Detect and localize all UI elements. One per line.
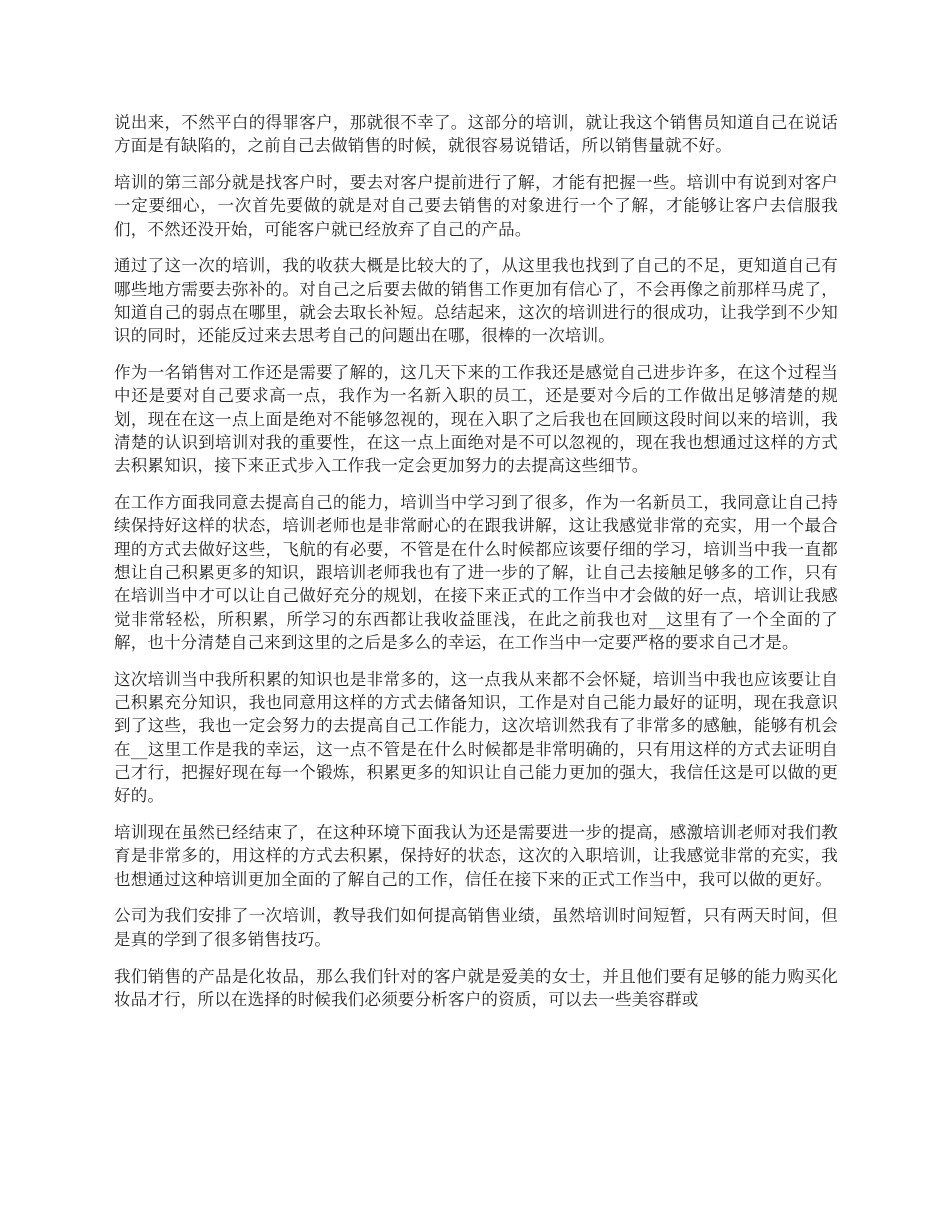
paragraph-1: 说出来，不然平白的得罪客户，那就很不幸了。这部分的培训，就让我这个销售员知道自己在说话方面是有缺陷的，之前自己去做销售的时候，就很容易说错话，所以销售量就不好。	[114, 113, 838, 156]
paragraph-5: 在工作方面我同意去提高自己的能力，培训当中学习到了很多，作为一名新员工，我同意让自己持续保持好这样的状态，培训老师也是非常耐心的在跟我讲解，这让我感觉非常的充实，用一个最合理的方式去做好这些，飞航的有必要，不管是在什么时候都应该要仔细的学习，培训当中我一直都想让自己积累更多的知识，跟培训老师我也有了进一步的了解，让自己去接触足够多的工作，只有在培训当中才可以让自己做好充分的规划，在接下来正式的工作当中才会做的好一点，培训让我感觉非常轻松，所积累，所学习的东西都让我收益匪浅，在此之前我也对__这里有了一个全面的了解，也十分清楚自己来到这里的之后是多么的幸运，在工作当中一定要严格的要求自己才是。	[114, 493, 838, 652]
paragraph-8: 公司为我们安排了一次培训，教导我们如何提高销售业绩，虽然培训时间短暂，只有两天时间，但是真的学到了很多销售技巧。	[114, 906, 838, 949]
paragraph-4: 作为一名销售对工作还是需要了解的，这几天下来的工作我还是感觉自己进步许多，在这个过程当中还是要对自己要求高一点，我作为一名新入职的员工，还是要对今后的工作做出足够清楚的规划，现在在这一点上面是绝对不能够忽视的，现在入职了之后我也在回顾这段时间以来的培训，我清楚的认识到培训对我的重要性，在这一点上面绝对是不可以忽视的，现在我也想通过这样的方式去积累知识，接下来正式步入工作我一定会更加努力的去提高这些细节。	[114, 363, 838, 476]
paragraph-2: 培训的第三部分就是找客户时，要去对客户提前进行了解，才能有把握一些。培训中有说到对客户一定要细心，一次首先要做的就是对自己要去销售的对象进行一个了解，才能够让客户去信服我们，不然还没开始，可能客户就已经放弃了自己的产品。	[114, 173, 838, 239]
paragraph-7: 培训现在虽然已经结束了，在这种环境下面我认为还是需要进一步的提高，感激培训老师对我们教育是非常多的，用这样的方式去积累，保持好的状态，这次的入职培训，让我感觉非常的充实，我也想通过这种培训更加全面的了解自己的工作，信任在接下来的正式工作当中，我可以做的更好。	[114, 823, 838, 889]
document-body	[114, 111, 838, 1025]
paragraph-6: 这次培训当中我所积累的知识也是非常多的，这一点我从来都不会怀疑，培训当中我也应该要让自己积累充分知识，我也同意用这样的方式去储备知识，工作是对自己能力最好的证明，现在我意识到了这些，我也一定会努力的去提高自己工作能力，这次培训然我有了非常多的感触，能够有机会在__这里工作是我的幸运，这一点不管是在什么时候都是非常明确的，只有用这样的方式去证明自己才行，把握好现在每一个锻炼，积累更多的知识让自己能力更加的强大，我信任这是可以做的更好的。	[114, 669, 838, 806]
paragraph-9: 我们销售的产品是化妆品，那么我们针对的客户就是爱美的女士，并且他们要有足够的能力购买化妆品才行，所以在选择的时候我们必须要分析客户的资质，可以去一些美容群或	[114, 966, 838, 1009]
paragraph-3: 通过了这一次的培训，我的收获大概是比较大的了，从这里我也找到了自己的不足，更知道自己有哪些地方需要去弥补的。对自己之后要去做的销售工作更加有信心了，不会再像之前那样马虎了，知道自己的弱点在哪里，就会去取长补短。总结起来，这次的培训进行的很成功，让我学到不少知识的同时，还能反过来去思考自己的问题出在哪，很棒的一次培训。	[114, 256, 838, 346]
